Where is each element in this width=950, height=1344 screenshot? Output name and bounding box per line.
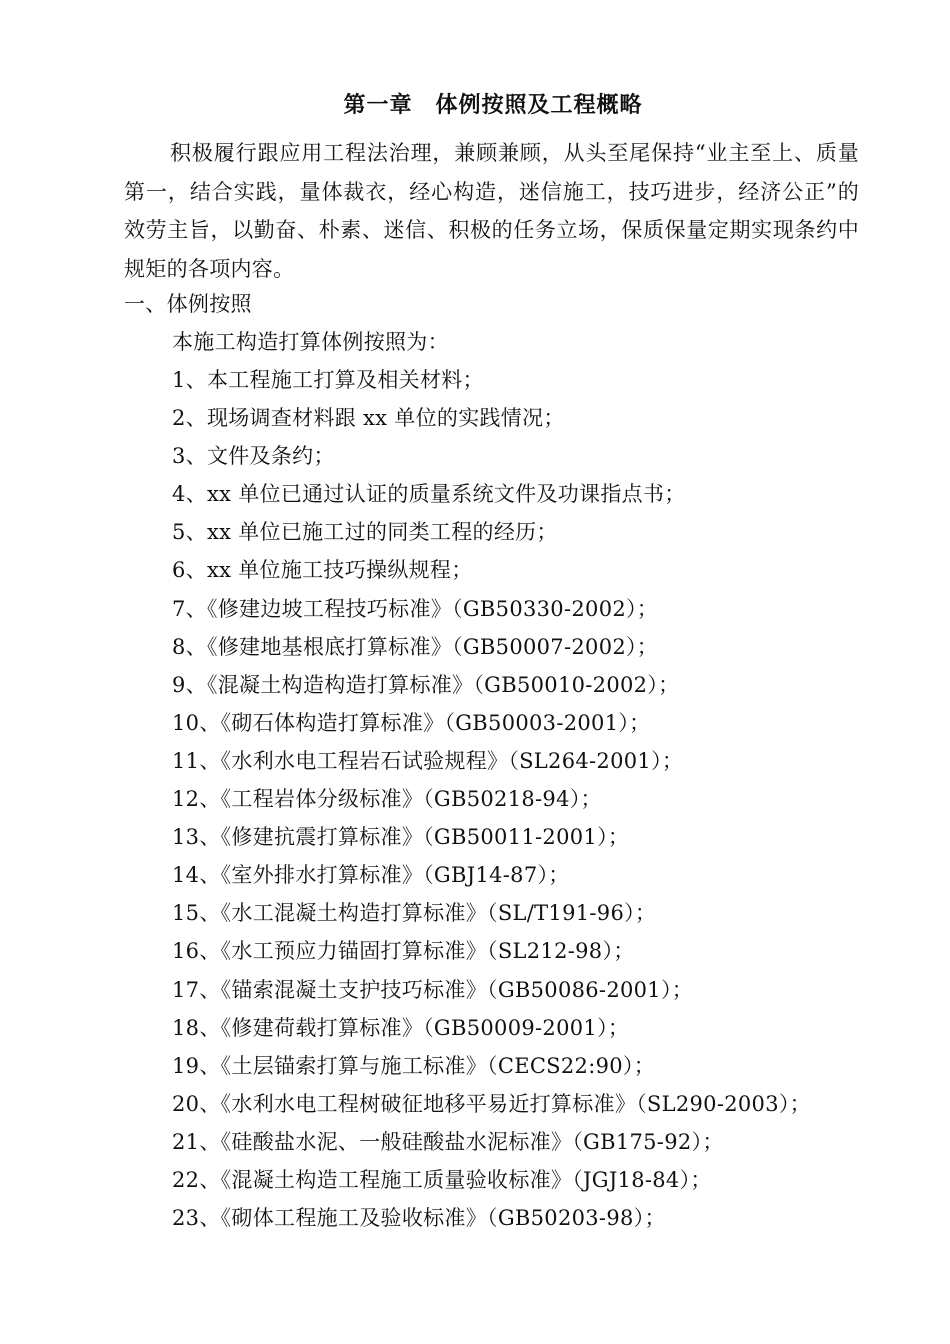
list-item: 15、《水工混凝土构造打算标准》（SL/T191-96）； <box>172 901 657 926</box>
list-item: 13、《修建抗震打算标准》（GB50011-2001）； <box>172 825 630 850</box>
list-item: 17、《锚索混凝土支护技巧标准》（GB50086-2001）； <box>172 977 694 1002</box>
list-item: 20、《水利水电工程树破征地移平易近打算标准》（SL290-2003）； <box>172 1091 811 1116</box>
list-item: 18、《修建荷载打算标准》（GB50009-2001）； <box>172 1015 630 1040</box>
chapter-title: 第一章 体例按照及工程概略 <box>343 93 643 118</box>
list-item: 3、文件及条约； <box>172 444 335 469</box>
list-item: 16、《水工预应力锚固打算标准》（SL212-98）； <box>172 939 635 964</box>
list-intro: 本施工构造打算体例按照为： <box>172 330 449 354</box>
list-item: 22、《混凝土构造工程施工质量验收标准》（JGJ18-84）； <box>172 1167 712 1192</box>
list-item: 7、《修建边坡工程技巧标准》（GB50330-2002）； <box>172 596 659 621</box>
list-item: 19、《土层锚索打算与施工标准》（CECS22:90）； <box>172 1053 655 1078</box>
intro-paragraph: 积极履行跟应用工程法治理，兼顾兼顾，从头至尾保持“业主至上、质量第一，结合实践，量体裁衣，经心构造，迷信施工，技巧进步，经济公正”的效劳主旨，以勤奋、朴素、迷信、积极的任务立场，保质保量定期实现条约中规矩的各项内容。 <box>124 141 859 281</box>
list-item: 23、《砌体工程施工及验收标准》（GB50203-98）； <box>172 1206 666 1231</box>
list-item: 2、现场调查材料跟 xx 单位的实践情况； <box>172 406 565 431</box>
list-item: 11、《水利水电工程岩石试验规程》（SL264-2001）； <box>172 748 684 773</box>
section-heading: 一、体例按照 <box>124 292 252 316</box>
list-item: 5、xx 单位已施工过的同类工程的经历； <box>172 520 558 545</box>
list-item: 12、《工程岩体分级标准》（GB50218-94）； <box>172 787 602 812</box>
list-item: 21、《硅酸盐水泥、一般硅酸盐水泥标准》（GB175-92）； <box>172 1129 724 1154</box>
list-item: 6、xx 单位施工技巧操纵规程； <box>172 558 473 583</box>
list-item: 10、《砌石体构造打算标准》（GB50003-2001）； <box>172 710 651 735</box>
list-item: 14、《室外排水打算标准》（GBJ14-87）； <box>172 863 570 888</box>
list-item: 4、xx 单位已通过认证的质量系统文件及功课指点书； <box>172 482 686 507</box>
list-item: 8、《修建地基根底打算标准》（GB50007-2002）； <box>172 634 659 659</box>
reference-list <box>172 366 811 1242</box>
list-item: 1、本工程施工打算及相关材料； <box>172 368 484 392</box>
list-item: 9、《混凝土构造构造打算标准》（GB50010-2002）； <box>172 672 680 697</box>
